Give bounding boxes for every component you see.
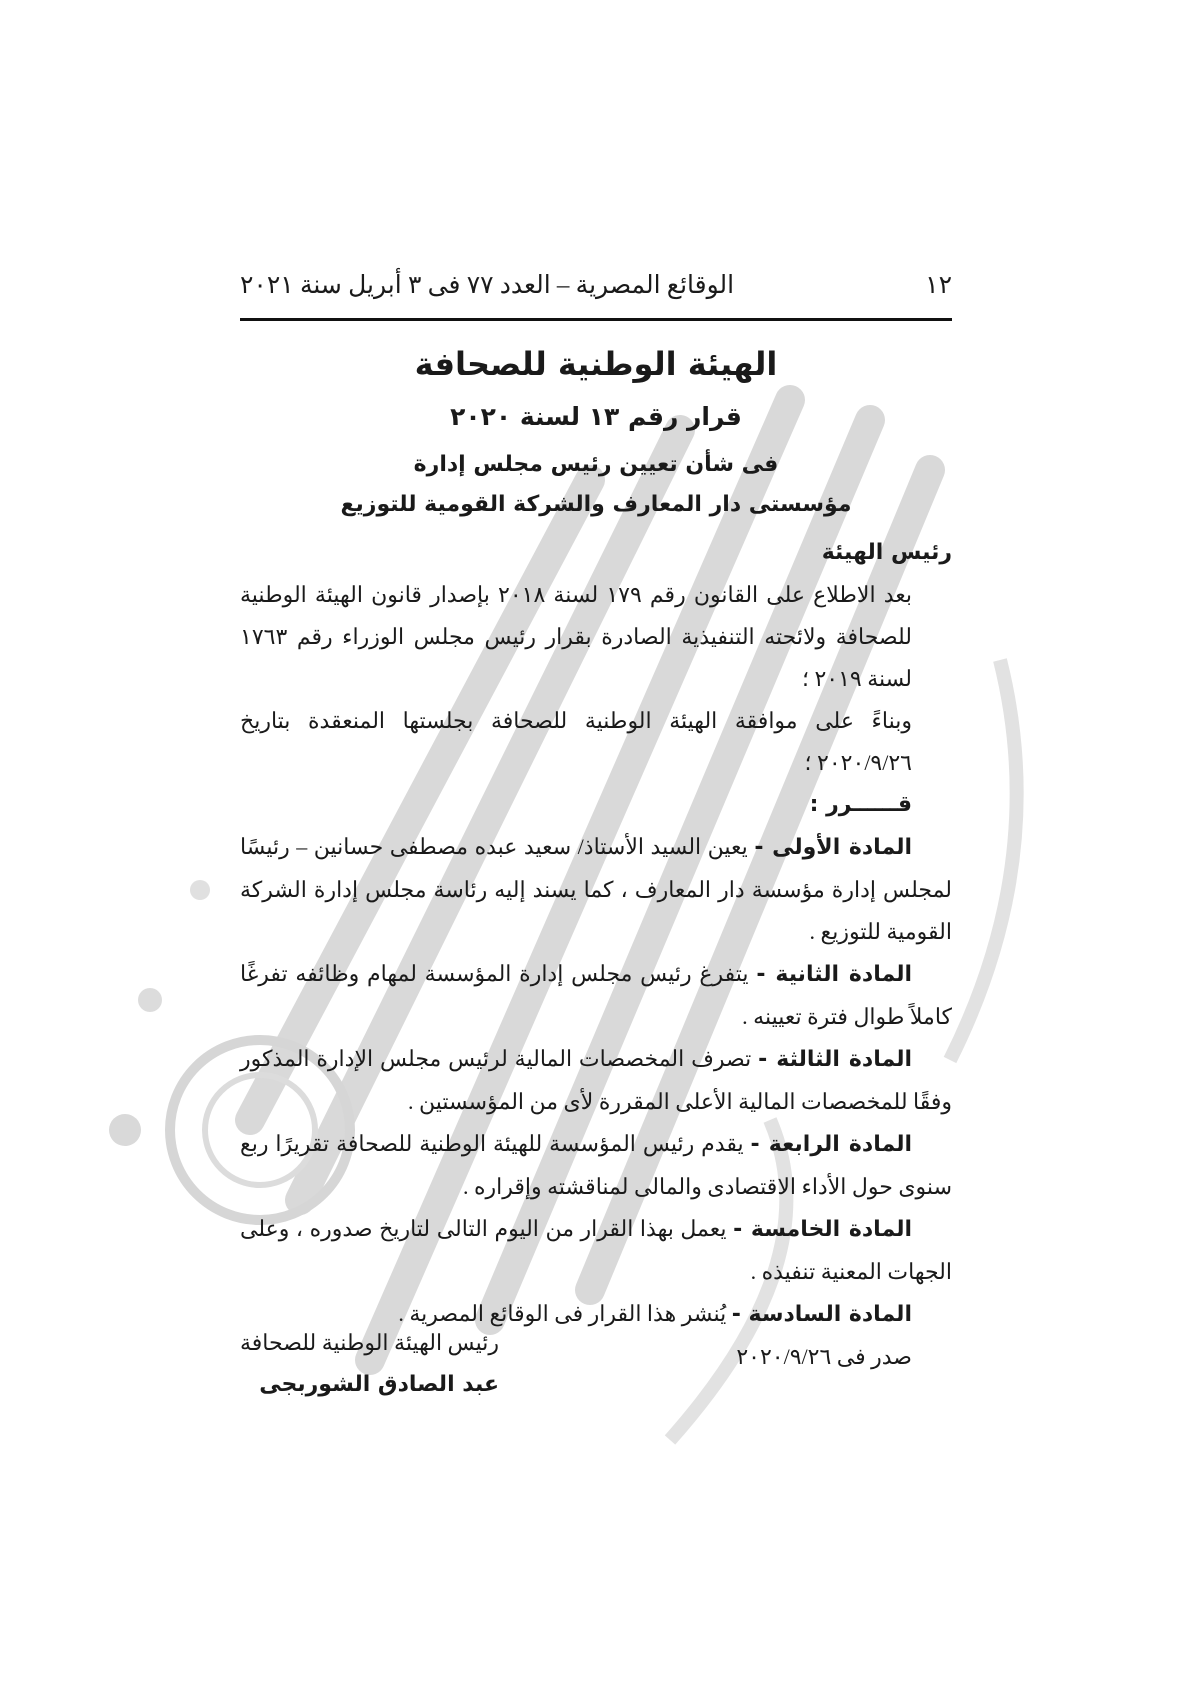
- article: [240, 1208, 952, 1293]
- article-label: المادة الثالثة -: [758, 1047, 912, 1072]
- running-title: الوقائع المصرية – العدد ٧٧ فى ٣ أبريل سنة ٢٠٢١: [240, 272, 735, 299]
- article-text: يُنشر هذا القرار فى الوقائع المصرية .: [398, 1301, 727, 1326]
- subject-line-1: فى شأن تعيين رئيس مجلس إدارة: [413, 452, 779, 477]
- signatory-name: عبد الصادق الشوربجى: [259, 1372, 499, 1397]
- article: [240, 1123, 952, 1208]
- article: [240, 826, 952, 953]
- article: [240, 1038, 952, 1123]
- chair-heading: رئيس الهيئة: [821, 540, 952, 565]
- issued-date: صدر فى ٢٠٢٠/٩/٢٦: [736, 1344, 912, 1369]
- article-label: المادة السادسة -: [731, 1302, 912, 1327]
- preamble-paragraph-1: بعد الاطلاع على القانون رقم ١٧٩ لسنة ٢٠١٨ بإصدار قانون الهيئة الوطنية للصحافة ولائحته التنفيذية الصادرة بقرار رئيس مجلس الوزراء رقم ١٧٦٣ لسنة ٢٠١٩ ؛: [240, 582, 913, 691]
- running-header: [240, 268, 952, 302]
- authority-title: الهيئة الوطنية للصحافة: [414, 345, 778, 383]
- article-text: تصرف المخصصات المالية لرئيس مجلس الإدارة المذكور وفقًا للمخصصات المالية الأعلى المقررة لأى من المؤسستين .: [240, 1046, 952, 1114]
- article: [240, 953, 952, 1038]
- article-label: المادة الأولى -: [754, 835, 912, 860]
- article-text: يعين السيد الأستاذ/ سعيد عبده مصطفى حسانين – رئيسًا لمجلس إدارة مؤسسة دار المعارف ، كما يسند إليه رئاسة مجلس إدارة الشركة القومية للتوزيع .: [240, 834, 952, 944]
- article-label: المادة الرابعة -: [750, 1132, 912, 1157]
- article-text: يتفرغ رئيس مجلس إدارة المؤسسة لمهام وظائفه تفرغًا كاملاً طوال فترة تعيينه .: [240, 961, 952, 1029]
- article-text: يعمل بهذا القرار من اليوم التالى لتاريخ صدوره ، وعلى الجهات المعنية تنفيذه .: [240, 1216, 952, 1284]
- decree-title: قرار رقم ١٣ لسنة ٢٠٢٠: [450, 402, 742, 431]
- subject-line-2: مؤسستى دار المعارف والشركة القومية للتوزيع: [340, 492, 852, 517]
- article-text: يقدم رئيس المؤسسة للهيئة الوطنية للصحافة تقريرًا ربع سنوى حول الأداء الاقتصادى والمالى لمناقشته وإقراره .: [240, 1131, 952, 1199]
- decided-heading: قــــــرر :: [809, 792, 912, 817]
- header-divider: [240, 318, 952, 321]
- signatory-title: رئيس الهيئة الوطنية للصحافة: [239, 1330, 499, 1355]
- page-number: ١٢: [925, 272, 952, 299]
- preamble-paragraph-2: وبناءً على موافقة الهيئة الوطنية للصحافة بجلستها المنعقدة بتاريخ ٢٠٢٠/٩/٢٦ ؛: [240, 708, 912, 775]
- decree-body: [240, 532, 952, 1378]
- article-label: المادة الثانية -: [756, 962, 913, 987]
- article-label: المادة الخامسة -: [733, 1217, 912, 1242]
